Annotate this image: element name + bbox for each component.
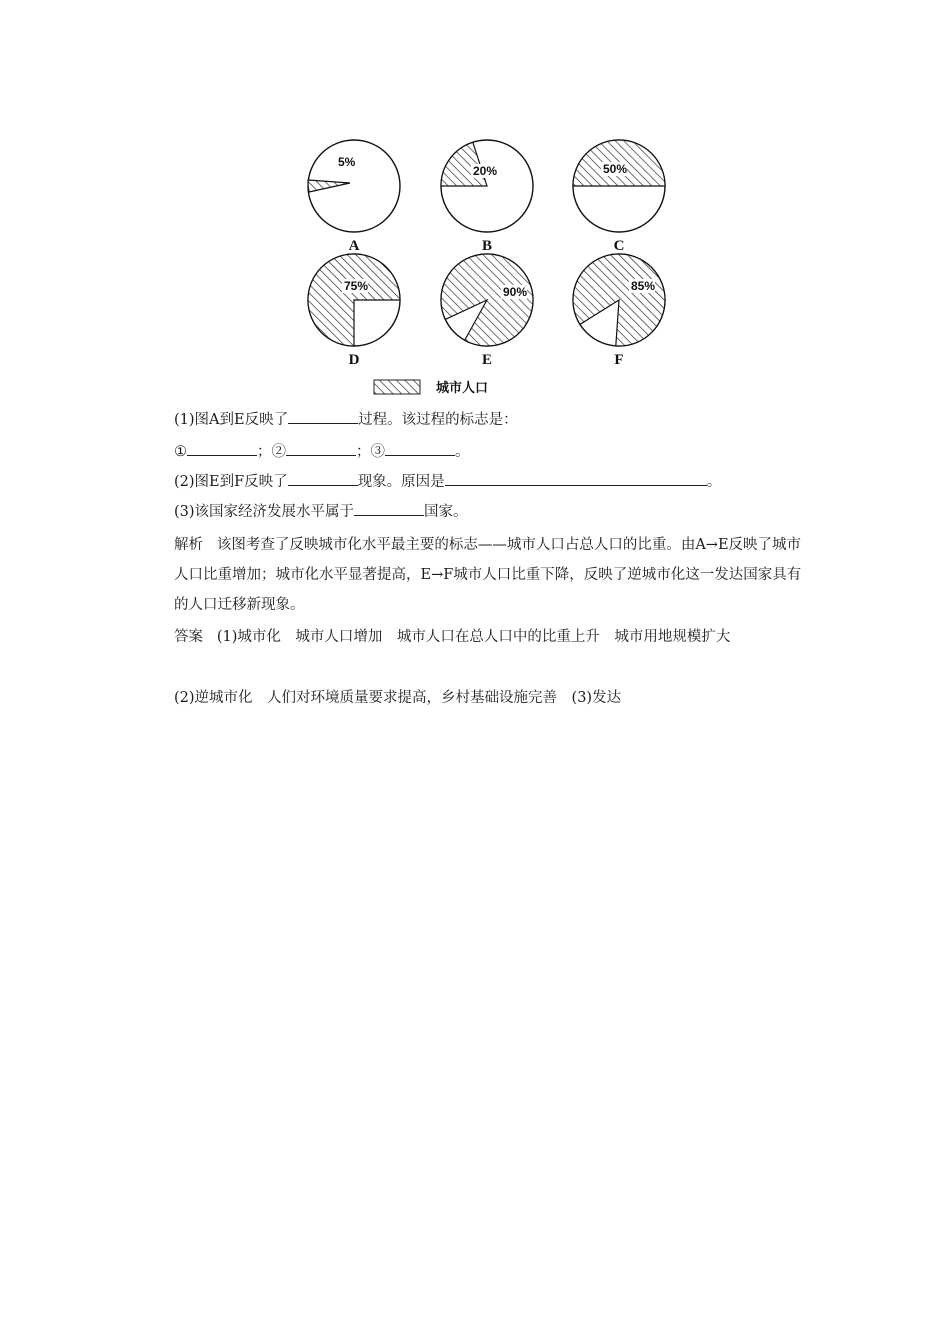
question-1-line-1 xyxy=(174,408,518,429)
pie-e xyxy=(441,254,533,368)
legend xyxy=(374,380,488,396)
pie-b-percent-label: 20% xyxy=(473,164,498,178)
pie-f-percent-label: 85% xyxy=(631,279,656,293)
q2-text-a: (2)图E到F反映了 xyxy=(174,474,288,490)
q1-blank-process[interactable] xyxy=(288,409,358,424)
q1-text-b: 过程。该过程的标志是： xyxy=(358,412,518,428)
q3-text-b: 国家。 xyxy=(424,504,468,520)
q1-blank-3[interactable] xyxy=(385,441,455,456)
analysis-paragraph xyxy=(174,530,814,620)
pie-a-caption: A xyxy=(348,238,360,254)
answer-line-1: (1)城市化 城市人口增加 城市人口在总人口中的比重上升 城市用地规模扩大 xyxy=(216,629,731,645)
pie-b xyxy=(441,140,533,254)
q1-blank-1[interactable] xyxy=(187,441,257,456)
pie-e-percent-label: 90% xyxy=(503,285,528,299)
pie-a-percent-label: 5% xyxy=(338,155,356,169)
answer-line-2: (2)逆城市化 人们对环境质量要求提高，乡村基础设施完善 (3)发达 xyxy=(174,690,622,706)
q2-blank-phenomenon[interactable] xyxy=(288,471,358,486)
q1-text-a: (1)图A到E反映了 xyxy=(174,412,289,428)
pie-f-caption: F xyxy=(614,352,624,368)
q1-end: 。 xyxy=(455,444,470,460)
answer-line-2-container xyxy=(174,686,621,707)
q3-blank-level[interactable] xyxy=(354,501,424,516)
pie-d-percent-label: 75% xyxy=(344,279,369,293)
pie-b-caption: B xyxy=(481,238,493,254)
pie-d xyxy=(308,254,400,368)
analysis-label: 解析 xyxy=(174,537,203,553)
question-2-line xyxy=(174,470,721,491)
analysis-text: 该图考查了反映城市化水平最主要的标志——城市人口占总人口的比重。由A→E反映了城市人口比重增加；城市化水平显著提高，E→F城市人口比重下降，反映了逆城市化这一发达国家具有的人口迁移新现象。 xyxy=(174,537,802,613)
legend-label: 城市人口 xyxy=(436,381,489,396)
answer-paragraph xyxy=(174,622,814,652)
pie-d-caption: D xyxy=(348,352,360,368)
pie-c-percent-label: 50% xyxy=(603,162,628,176)
pie-chart-figure xyxy=(290,130,690,402)
q3-text-a: (3)该国家经济发展水平属于 xyxy=(174,504,355,520)
answer-label: 答案 xyxy=(174,629,203,645)
question-3-line xyxy=(174,500,468,521)
pie-a xyxy=(308,140,400,254)
question-1-line-2 xyxy=(174,440,470,461)
q1-mark-1: ① xyxy=(174,444,187,460)
q1-mark-3: ；③ xyxy=(356,444,385,460)
pie-f xyxy=(573,254,665,368)
q1-mark-2: ；② xyxy=(257,444,286,460)
q2-text-b: 现象。原因是 xyxy=(357,474,445,490)
pie-e-caption: E xyxy=(481,352,493,368)
q2-end: 。 xyxy=(706,474,722,490)
legend-swatch xyxy=(374,380,420,394)
pie-c-caption: C xyxy=(613,238,625,254)
q2-blank-reason[interactable] xyxy=(445,471,707,486)
pie-c xyxy=(573,140,665,254)
q1-blank-2[interactable] xyxy=(286,441,356,456)
